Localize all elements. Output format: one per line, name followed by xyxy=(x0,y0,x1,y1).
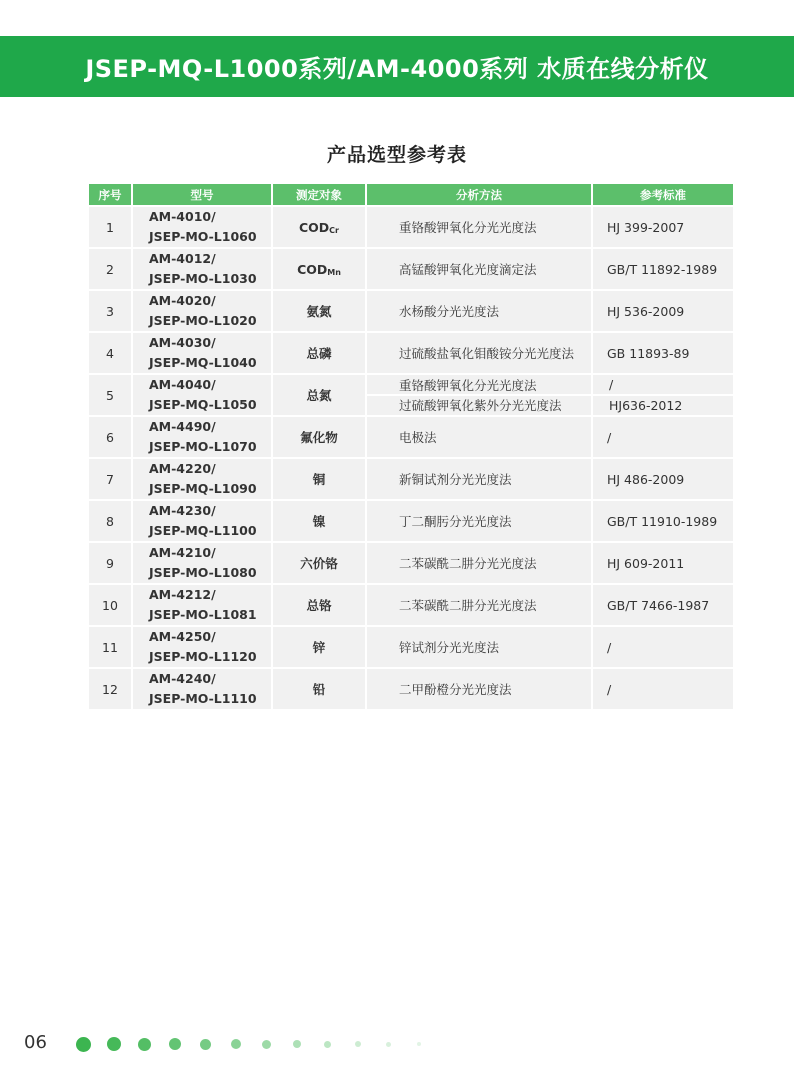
row-number: 7 xyxy=(89,459,131,499)
standard-text: / xyxy=(607,639,612,655)
row-number: 8 xyxy=(89,501,131,541)
method-text: 二苯碳酰二肼分光光度法 xyxy=(399,598,537,613)
model-cell xyxy=(133,249,271,289)
model-code: AM-4220/ xyxy=(149,461,216,476)
method-text: 重铬酸钾氧化分光光度法 xyxy=(399,220,537,235)
model-code: AM-4490/ xyxy=(149,419,216,434)
model-series-code: JSEP-MO-L1110 xyxy=(149,691,257,706)
decorative-dot xyxy=(169,1038,181,1050)
standard-cell xyxy=(593,585,733,625)
decorative-dot xyxy=(293,1040,301,1048)
method-cell xyxy=(367,207,591,247)
table-row xyxy=(89,669,733,709)
target-name: 氟化物 xyxy=(300,430,338,445)
model-code: AM-4010/ xyxy=(149,209,216,224)
row-number: 3 xyxy=(89,291,131,331)
table-row xyxy=(89,291,733,331)
model-cell xyxy=(133,627,271,667)
model-code: AM-4212/ xyxy=(149,587,216,602)
model-series-code: JSEP-MO-L1080 xyxy=(149,565,257,580)
standard-text: GB 11893-89 xyxy=(607,345,690,361)
table-row xyxy=(89,375,733,415)
model-series-code: JSEP-MQ-L1040 xyxy=(149,355,257,370)
column-header-model: 型号 xyxy=(133,184,271,205)
target-name: COD xyxy=(298,219,330,235)
method-cell xyxy=(367,501,591,541)
model-cell xyxy=(133,669,271,709)
decorative-dot xyxy=(324,1041,331,1048)
model-code: AM-4020/ xyxy=(149,293,216,308)
decorative-dot xyxy=(262,1040,271,1049)
model-series-code: JSEP-MO-L1070 xyxy=(149,439,257,454)
row-number: 10 xyxy=(89,585,131,625)
decorative-dot xyxy=(417,1042,421,1046)
model-series-code: JSEP-MQ-L1100 xyxy=(149,523,257,538)
standard-text: HJ 399-2007 xyxy=(607,219,685,235)
target-cell xyxy=(273,459,365,499)
row-number: 2 xyxy=(89,249,131,289)
method-text: 二甲酚橙分光光度法 xyxy=(399,682,512,697)
table-row xyxy=(89,333,733,373)
table-row xyxy=(89,249,733,289)
model-series-code: JSEP-MQ-L1050 xyxy=(149,397,257,412)
target-cell xyxy=(273,585,365,625)
table-row xyxy=(89,627,733,667)
model-code: AM-4030/ xyxy=(149,335,216,350)
standard-cell xyxy=(593,459,733,499)
model-series-code: JSEP-MO-L1081 xyxy=(149,607,257,622)
method-text: 锌试剂分光光度法 xyxy=(399,640,500,655)
column-header-method: 分析方法 xyxy=(367,184,591,205)
row-number: 6 xyxy=(89,417,131,457)
decorative-dot xyxy=(231,1039,241,1049)
decorative-dot xyxy=(200,1039,211,1050)
target-cell xyxy=(273,333,365,373)
target-cell xyxy=(273,501,365,541)
column-header-standard: 参考标准 xyxy=(593,184,733,205)
title-banner xyxy=(0,36,794,97)
model-code: AM-4240/ xyxy=(149,671,216,686)
method-text: 新铜试剂分光光度法 xyxy=(399,472,512,487)
column-header-no: 序号 xyxy=(89,184,131,205)
method-cell xyxy=(367,585,591,625)
model-cell xyxy=(133,501,271,541)
table-row xyxy=(89,207,733,247)
standard-cell xyxy=(593,501,733,541)
row-number: 5 xyxy=(89,375,131,415)
method-text: 高锰酸钾氧化光度滴定法 xyxy=(399,262,537,277)
model-cell xyxy=(133,585,271,625)
row-number: 4 xyxy=(89,333,131,373)
standard-text: / xyxy=(607,681,612,697)
target-cell xyxy=(273,417,365,457)
standard-text: GB/T 7466-1987 xyxy=(607,597,710,613)
model-code: AM-4012/ xyxy=(149,251,216,266)
standard-cell xyxy=(593,333,733,373)
method-cell xyxy=(367,459,591,499)
target-name: 总磷 xyxy=(306,346,332,361)
method-text: 电极法 xyxy=(399,430,437,445)
row-number: 1 xyxy=(89,207,131,247)
row-number: 9 xyxy=(89,543,131,583)
model-cell xyxy=(133,207,271,247)
standard-cell xyxy=(593,375,733,415)
decorative-dot xyxy=(76,1037,91,1052)
method-text: 二苯碳酰二肼分光光度法 xyxy=(399,556,537,571)
model-series-code: JSEP-MO-L1060 xyxy=(149,229,257,244)
standard-text: HJ 536-2009 xyxy=(607,303,685,319)
standard-text: GB/T 11910-1989 xyxy=(607,513,718,529)
target-cell xyxy=(273,669,365,709)
page-number: 06 xyxy=(24,1032,47,1053)
standard-text: / xyxy=(607,429,612,445)
standard-text: HJ 609-2011 xyxy=(607,555,685,571)
method-text: 过硫酸钾氧化紫外分光光度法 xyxy=(367,394,591,415)
method-cell xyxy=(367,543,591,583)
model-series-code: JSEP-MO-L1120 xyxy=(149,649,257,664)
target-name: 铜 xyxy=(312,472,326,487)
target-name: 铅 xyxy=(312,682,326,697)
target-name: 锌 xyxy=(312,640,326,655)
decorative-dot xyxy=(355,1041,361,1047)
target-subscript: Mn xyxy=(327,267,341,277)
table-header-row xyxy=(89,184,733,205)
method-cell xyxy=(367,249,591,289)
table-row xyxy=(89,459,733,499)
standard-cell xyxy=(593,417,733,457)
target-cell xyxy=(273,207,365,247)
table-title: 产品选型参考表 xyxy=(326,144,467,166)
target-name: COD xyxy=(297,261,328,277)
standard-text: / xyxy=(609,377,614,393)
target-cell xyxy=(273,291,365,331)
method-cell xyxy=(367,417,591,457)
standard-text: GB/T 11892-1989 xyxy=(607,261,718,277)
standard-cell xyxy=(593,249,733,289)
target-cell xyxy=(273,375,365,415)
standard-cell xyxy=(593,669,733,709)
model-cell xyxy=(133,333,271,373)
method-text: 过硫酸盐氧化钼酸铵分光光度法 xyxy=(399,346,575,361)
method-cell xyxy=(367,375,591,415)
target-name: 总铬 xyxy=(306,598,332,613)
standard-text: HJ 486-2009 xyxy=(607,471,685,487)
standard-cell xyxy=(593,291,733,331)
method-cell xyxy=(367,669,591,709)
table-body xyxy=(89,207,733,709)
target-subscript: Cr xyxy=(329,225,339,235)
page-title: JSEP-MQ-L1000系列/AM-4000系列 水质在线分析仪 xyxy=(85,55,709,83)
decorative-dot xyxy=(138,1038,151,1051)
method-text: 重铬酸钾氧化分光光度法 xyxy=(399,377,537,393)
model-code: AM-4230/ xyxy=(149,503,216,518)
model-code: AM-4210/ xyxy=(149,545,216,560)
decorative-dots xyxy=(76,1036,448,1052)
model-code: AM-4250/ xyxy=(149,629,216,644)
model-series-code: JSEP-MO-L1030 xyxy=(149,271,257,286)
model-cell xyxy=(133,459,271,499)
model-series-code: JSEP-MO-L1020 xyxy=(149,313,257,328)
method-cell xyxy=(367,627,591,667)
row-number: 11 xyxy=(89,627,131,667)
target-cell xyxy=(273,543,365,583)
model-cell xyxy=(133,417,271,457)
target-name: 总氮 xyxy=(306,388,332,403)
target-name: 氨氮 xyxy=(306,304,332,319)
model-code: AM-4040/ xyxy=(149,377,216,392)
target-name: 镍 xyxy=(312,514,326,529)
selection-table xyxy=(87,182,735,711)
table-row xyxy=(89,543,733,583)
target-name: 六价铬 xyxy=(300,556,338,571)
standard-cell xyxy=(593,207,733,247)
table-row xyxy=(89,501,733,541)
row-number: 12 xyxy=(89,669,131,709)
table-row xyxy=(89,585,733,625)
target-cell xyxy=(273,627,365,667)
standard-text: HJ636-2012 xyxy=(593,394,733,415)
method-cell xyxy=(367,333,591,373)
decorative-dot xyxy=(107,1037,121,1051)
target-cell xyxy=(273,249,365,289)
decorative-dot xyxy=(386,1042,391,1047)
column-header-target: 测定对象 xyxy=(273,184,365,205)
model-series-code: JSEP-MQ-L1090 xyxy=(149,481,257,496)
table-row xyxy=(89,417,733,457)
standard-cell xyxy=(593,627,733,667)
standard-cell xyxy=(593,543,733,583)
method-text: 丁二酮肟分光光度法 xyxy=(399,514,512,529)
model-cell xyxy=(133,291,271,331)
method-cell xyxy=(367,291,591,331)
model-cell xyxy=(133,543,271,583)
model-cell xyxy=(133,375,271,415)
method-text: 水杨酸分光光度法 xyxy=(399,304,500,319)
